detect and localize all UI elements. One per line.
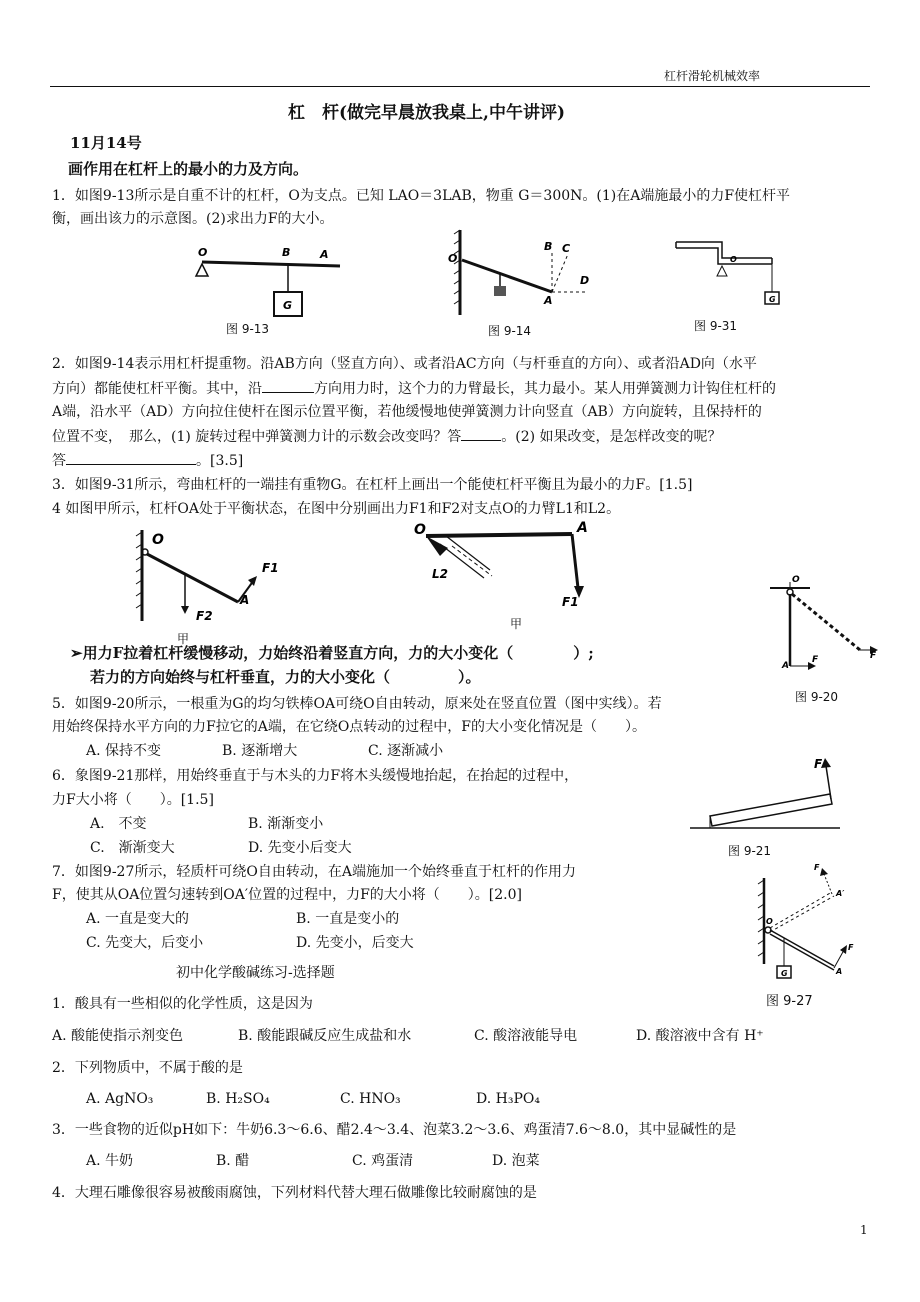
svg-text:A: A xyxy=(782,661,789,671)
caption-jia-right: 甲 xyxy=(510,617,523,631)
page-title: 杠 杆(做完早晨放我桌上,中午讲评) xyxy=(288,103,566,123)
svg-text:O: O xyxy=(414,522,426,538)
q7-option-c: C. 先变大，后变小 xyxy=(86,935,204,951)
c2-option-b: B. H₂SO₄ xyxy=(206,1091,270,1107)
q3-text: 3．如图9-31所示，弯曲杠杆的一端挂有重物G。在杠杆上画出一个能使杠杆平衡且为最小的力F。[1.5] xyxy=(52,477,693,493)
svg-text:F2: F2 xyxy=(196,609,213,623)
svg-text:O: O xyxy=(792,575,800,585)
section2-line1: ➢用力F拉着杠杆缓慢移动，力始终沿着竖直方向，力的大小变化（ ）; xyxy=(70,644,594,662)
figure-9-20 xyxy=(766,572,886,682)
c2-option-c: C. HNO₃ xyxy=(340,1091,401,1107)
c3-option-a: A. 牛奶 xyxy=(86,1153,134,1169)
svg-text:F: F xyxy=(814,863,820,872)
c2-question: 2．下列物质中，不属于酸的是 xyxy=(52,1060,243,1076)
q2-line3: A端，沿水平（AD）方向拉住使杆在图示位置平衡，若他缓慢地使弹簧测力计向竖直（AB）方向旋转，且保持杆的 xyxy=(52,404,762,420)
q1-line2: 衡，画出该力的示意图。(2)求出力F的大小。 xyxy=(52,211,334,227)
c1-option-c: C. 酸溶液能导电 xyxy=(474,1028,578,1044)
svg-text:B: B xyxy=(544,240,553,253)
svg-text:O: O xyxy=(152,532,164,548)
c3-question: 3．一些食物的近似pH如下：牛奶6.3～6.6、醋2.4～3.4、泡菜3.2～3.6、鸡蛋清7.6～8.0，其中显碱性的是 xyxy=(52,1122,737,1138)
q5-option-b: B. 逐渐增大 xyxy=(222,743,298,759)
caption-9-31: 图 9-31 xyxy=(694,319,738,333)
svg-text:C: C xyxy=(562,242,571,255)
c3-option-c: C. 鸡蛋清 xyxy=(352,1153,414,1169)
page-number: 1 xyxy=(860,1223,868,1237)
q5-line2: 用始终保持水平方向的力F拉它的A端，在它绕O点转动的过程中，F的大小变化情况是（ ）。 xyxy=(52,719,647,735)
label-B: B xyxy=(282,246,291,259)
label-G: G xyxy=(283,299,293,312)
c3-option-d: D. 泡菜 xyxy=(492,1153,540,1169)
caption-9-20: 图 9-20 xyxy=(795,690,839,704)
q7-line1: 7．如图9-27所示，轻质杆可绕O自由转动，在A端施加一个始终垂直于杠杆的作用力 xyxy=(52,864,576,880)
svg-text:O: O xyxy=(448,252,458,265)
label-O: O xyxy=(198,246,208,259)
svg-text:O: O xyxy=(766,917,773,926)
date-label: 11月14号 xyxy=(70,134,142,152)
header-title: 杠杆滑轮机械效率 xyxy=(664,69,761,83)
q2-line1: 2．如图9-14表示用杠杆提重物。沿AB方向（竖直方向）、或者沿AC方向（与杆垂直的方向）、或者沿AD向（水平 xyxy=(52,356,757,372)
caption-9-21: 图 9-21 xyxy=(728,844,772,858)
svg-text:F: F xyxy=(814,757,823,771)
c1-option-a: A. 酸能使指示剂变色 xyxy=(52,1028,184,1044)
c4-question: 4．大理石雕像很容易被酸雨腐蚀，下列材料代替大理石做雕像比较耐腐蚀的是 xyxy=(52,1185,537,1201)
svg-text:A: A xyxy=(577,520,588,536)
section1-heading: 画作用在杠杆上的最小的力及方向。 xyxy=(68,160,309,178)
c2-option-d: D. H₃PO₄ xyxy=(476,1091,540,1107)
caption-jia-left: 甲 xyxy=(177,632,190,646)
svg-text:G: G xyxy=(781,969,788,978)
figure-9-14 xyxy=(440,230,600,320)
svg-text:F1: F1 xyxy=(562,595,579,609)
q2-line4: 位置不变， 那么，(1) 旋转过程中弹簧测力计的示数会改变吗？答 。(2) 如果改变，是怎样改变的呢？ xyxy=(52,426,722,447)
c1-question: 1．酸具有一些相似的化学性质，这是因为 xyxy=(52,996,313,1012)
caption-9-27: 图 9-27 xyxy=(766,994,813,1009)
svg-text:F1: F1 xyxy=(262,561,279,575)
q7-option-d: D. 先变小，后变大 xyxy=(296,935,414,951)
c2-option-a: A. AgNO₃ xyxy=(86,1091,154,1107)
svg-text:F: F xyxy=(812,655,819,665)
q6-line1: 6．象图9-21那样，用始终垂直于与木头的力F将木头缓慢地抬起，在抬起的过程中， xyxy=(52,768,579,784)
q1-line1: 1．如图9-13所示是自重不计的杠杆，O为支点。已知 LAO＝3LAB，物重 G＝300N。(1)在A端施最小的力F使杠杆平 xyxy=(52,188,791,204)
figure-9-27 xyxy=(752,858,862,986)
q2-line2: 方向）都能使杠杆平衡。其中，沿 方向用力时，这个力的力臂最长，其力最小。某人用弹簧测力计钩住杠杆的 xyxy=(52,378,776,399)
figure-jia-right xyxy=(412,518,602,618)
q2-line5: 答 。[3.5] xyxy=(52,450,243,471)
svg-text:F: F xyxy=(848,943,854,952)
q7-option-a: A. 一直是变大的 xyxy=(86,911,190,927)
svg-text:A: A xyxy=(836,967,843,976)
q6-option-b: B. 渐渐变小 xyxy=(248,816,324,832)
q6-option-c: C. 渐渐变大 xyxy=(90,840,175,856)
figure-jia-left xyxy=(130,526,279,626)
svg-text:O: O xyxy=(730,255,737,264)
q6-option-d: D. 先变小后变大 xyxy=(248,840,352,856)
svg-text:D: D xyxy=(580,274,590,287)
svg-text:A′: A′ xyxy=(836,889,845,898)
figure-9-31 xyxy=(670,236,790,316)
figure-9-21 xyxy=(690,752,850,837)
caption-9-13: 图 9-13 xyxy=(226,322,270,336)
svg-text:F: F xyxy=(870,651,877,661)
svg-text:A: A xyxy=(544,294,553,307)
c3-option-b: B. 醋 xyxy=(216,1153,250,1169)
q5-option-c: C. 逐渐减小 xyxy=(368,743,444,759)
svg-text:G: G xyxy=(769,295,776,304)
q7-line2: F，使其从OA位置匀速转到OA′位置的过程中，力F的大小将（ ）。[2.0] xyxy=(52,887,522,903)
q7-option-b: B. 一直是变小的 xyxy=(296,911,400,927)
c1-option-b: B. 酸能跟碱反应生成盐和水 xyxy=(238,1028,412,1044)
header-rule xyxy=(50,86,870,87)
svg-text:A: A xyxy=(240,593,250,607)
q6-option-a: A. 不变 xyxy=(90,816,147,832)
c1-option-d: D. 酸溶液中含有 H⁺ xyxy=(636,1028,764,1044)
q6-line2: 力F大小将（ ）。[1.5] xyxy=(52,792,214,808)
q4-text: 4 如图甲所示，杠杆OA处于平衡状态，在图中分别画出力F1和F2对支点O的力臂L1和L2。 xyxy=(52,501,621,517)
figure-9-13 xyxy=(190,240,350,320)
q5-option-a: A. 保持不变 xyxy=(86,743,162,759)
q5-line1: 5．如图9-20所示，一根重为G的均匀铁棒OA可绕O自由转动，原来处在竖直位置（图中实线）。若 xyxy=(52,696,662,712)
chem-title: 初中化学酸碱练习-选择题 xyxy=(176,965,335,981)
svg-text:L2: L2 xyxy=(432,567,448,581)
section2-line2: 若力的方向始终与杠杆垂直，力的大小变化（ ）。 xyxy=(90,668,481,686)
caption-9-14: 图 9-14 xyxy=(488,324,532,338)
label-A: A xyxy=(320,248,329,261)
